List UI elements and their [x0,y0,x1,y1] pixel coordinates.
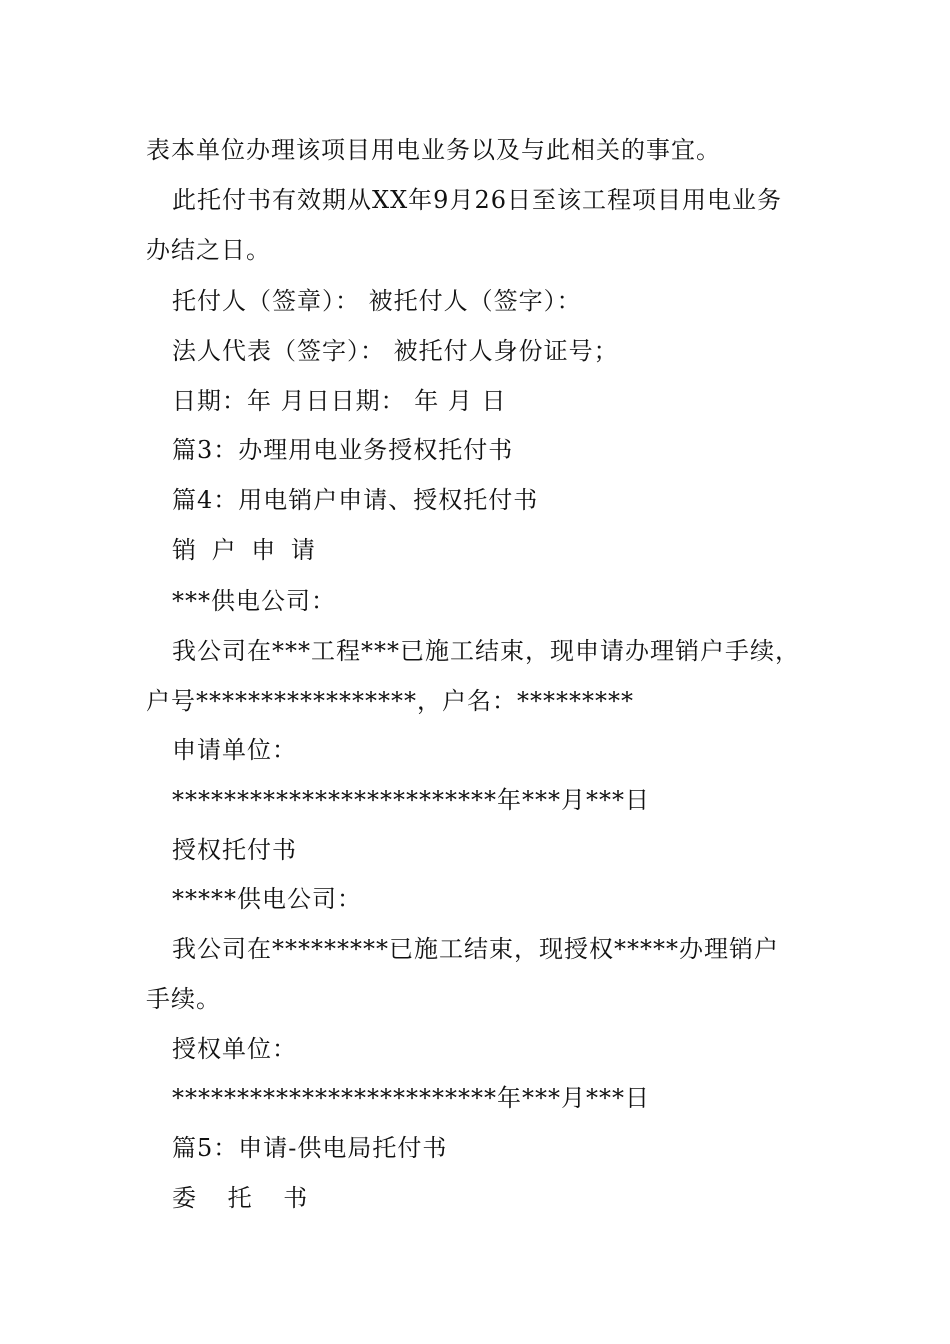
text-line-7: 篇3：办理用电业务授权托付书 [172,436,514,464]
text-line-13: 申请单位： [172,736,297,764]
text-line-6: 日期：年 月日日期： 年 月 日 [172,387,507,415]
text-line-10: ***供电公司： [172,587,336,615]
text-line-5: 法人代表（签字）： 被托付人身份证号； [172,337,619,365]
text-line-20: *************************年***月***日 [172,1084,650,1112]
text-line-14: *************************年***月***日 [172,786,650,814]
text-line-12: 户号*****************，户名：********* [146,687,634,715]
text-line-19: 授权单位： [172,1035,297,1063]
text-line-4: 托付人（签章）： 被托付人（签字）： [172,287,582,315]
text-line-9: 销 户 申 请 [172,536,319,564]
text-line-8: 篇4：用电销户申请、授权托付书 [172,486,539,514]
text-line-1: 表本单位办理该项目用电业务以及与此相关的事宜。 [146,136,721,164]
text-line-3: 办结之日。 [146,236,271,264]
text-line-11: 我公司在***工程***已施工结束，现申请办理销户手续， [172,637,800,665]
text-line-21: 篇5：申请-供电局托付书 [172,1134,448,1162]
text-line-2: 此托付书有效期从XX年9月26日至该工程项目用电业务 [172,186,782,214]
text-line-18: 手续。 [146,985,221,1013]
text-line-16: *****供电公司： [172,885,362,913]
text-line-22: 委 托 书 [172,1184,320,1212]
text-line-15: 授权托付书 [172,836,297,864]
text-line-17: 我公司在*********已施工结束，现授权*****办理销户 [172,935,779,963]
